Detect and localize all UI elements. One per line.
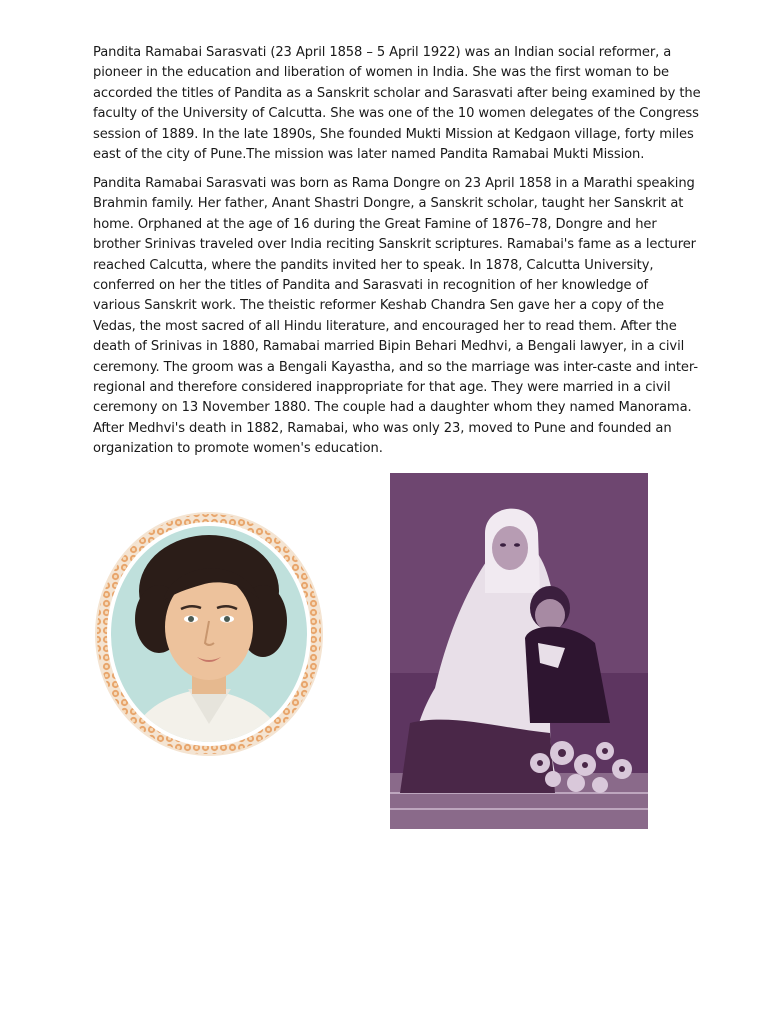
mother-daughter-photo [390,473,648,829]
text-line: conferred on her the titles of Pandita and Sarasvati in recognition of her knowledge of [93,278,648,294]
portrait-illustration [93,509,328,759]
text-line: home. Orphaned at the age of 16 during the Great Famine of 1876–78, Dongre and her [93,216,657,232]
text-line: death of Srinivas in 1880, Ramabai married Bipin Behari Medhvi, a Bengali lawyer, in a civil [93,339,685,355]
text-line: faculty of the University of Calcutta. She was one of the 10 women delegates of the Congress [93,106,699,122]
text-line: reached Calcutta, where the pandits invited her to speak. In 1878, Calcutta University, [93,257,654,273]
text-line: Pandita Ramabai Sarasvati (23 April 1858 – 5 April 1922) was an Indian social reformer, a [93,45,672,60]
text-line: pioneer in the education and liberation of women in India. She was the first woman to be [93,65,669,81]
text-line: regional and therefore considered inappropriate for that age. They were married in a civil [93,380,671,396]
text-line: east of the city of Pune.The mission was later named Pandita Ramabai Mukti Mission. [93,147,645,163]
text-line: Vedas, the most sacred of all Hindu literature, and encouraged her to read them. After the [93,318,677,334]
text-line: ceremony. The groom was a Bengali Kayastha, and so the marriage was inter-caste and inter- [93,359,698,375]
text-line: various Sanskrit work. The theistic reformer Keshab Chandra Sen gave her a copy of the [93,298,664,314]
text-line: ceremony on 13 November 1880. The couple had a daughter whom they named Manorama. [93,400,692,416]
text-line: After Medhvi's death in 1882, Ramabai, who was only 23, moved to Pune and founded an [93,420,672,436]
paragraph-biography [93,174,698,460]
photo-illustration [390,473,648,829]
text-line: organization to promote women's education. [93,441,383,457]
portrait-image [93,509,328,759]
paragraph-intro [93,43,701,165]
text-line: Brahmin family. Her father, Anant Shastri Dongre, a Sanskrit scholar, taught her Sanskrit at [93,196,684,212]
text-line: session of 1889. In the late 1890s, She founded Mukti Mission at Kedgaon village, forty miles [93,126,694,142]
text-line: Pandita Ramabai Sarasvati was born as Rama Dongre on 23 April 1858 in a Marathi speaking [93,176,695,191]
text-line: brother Srinivas traveled over India reciting Sanskrit scriptures. Ramabai's fame as a lecturer [93,237,696,253]
text-line: accorded the titles of Pandita as a Sanskrit scholar and Sarasvati after being examined by the [93,85,701,101]
